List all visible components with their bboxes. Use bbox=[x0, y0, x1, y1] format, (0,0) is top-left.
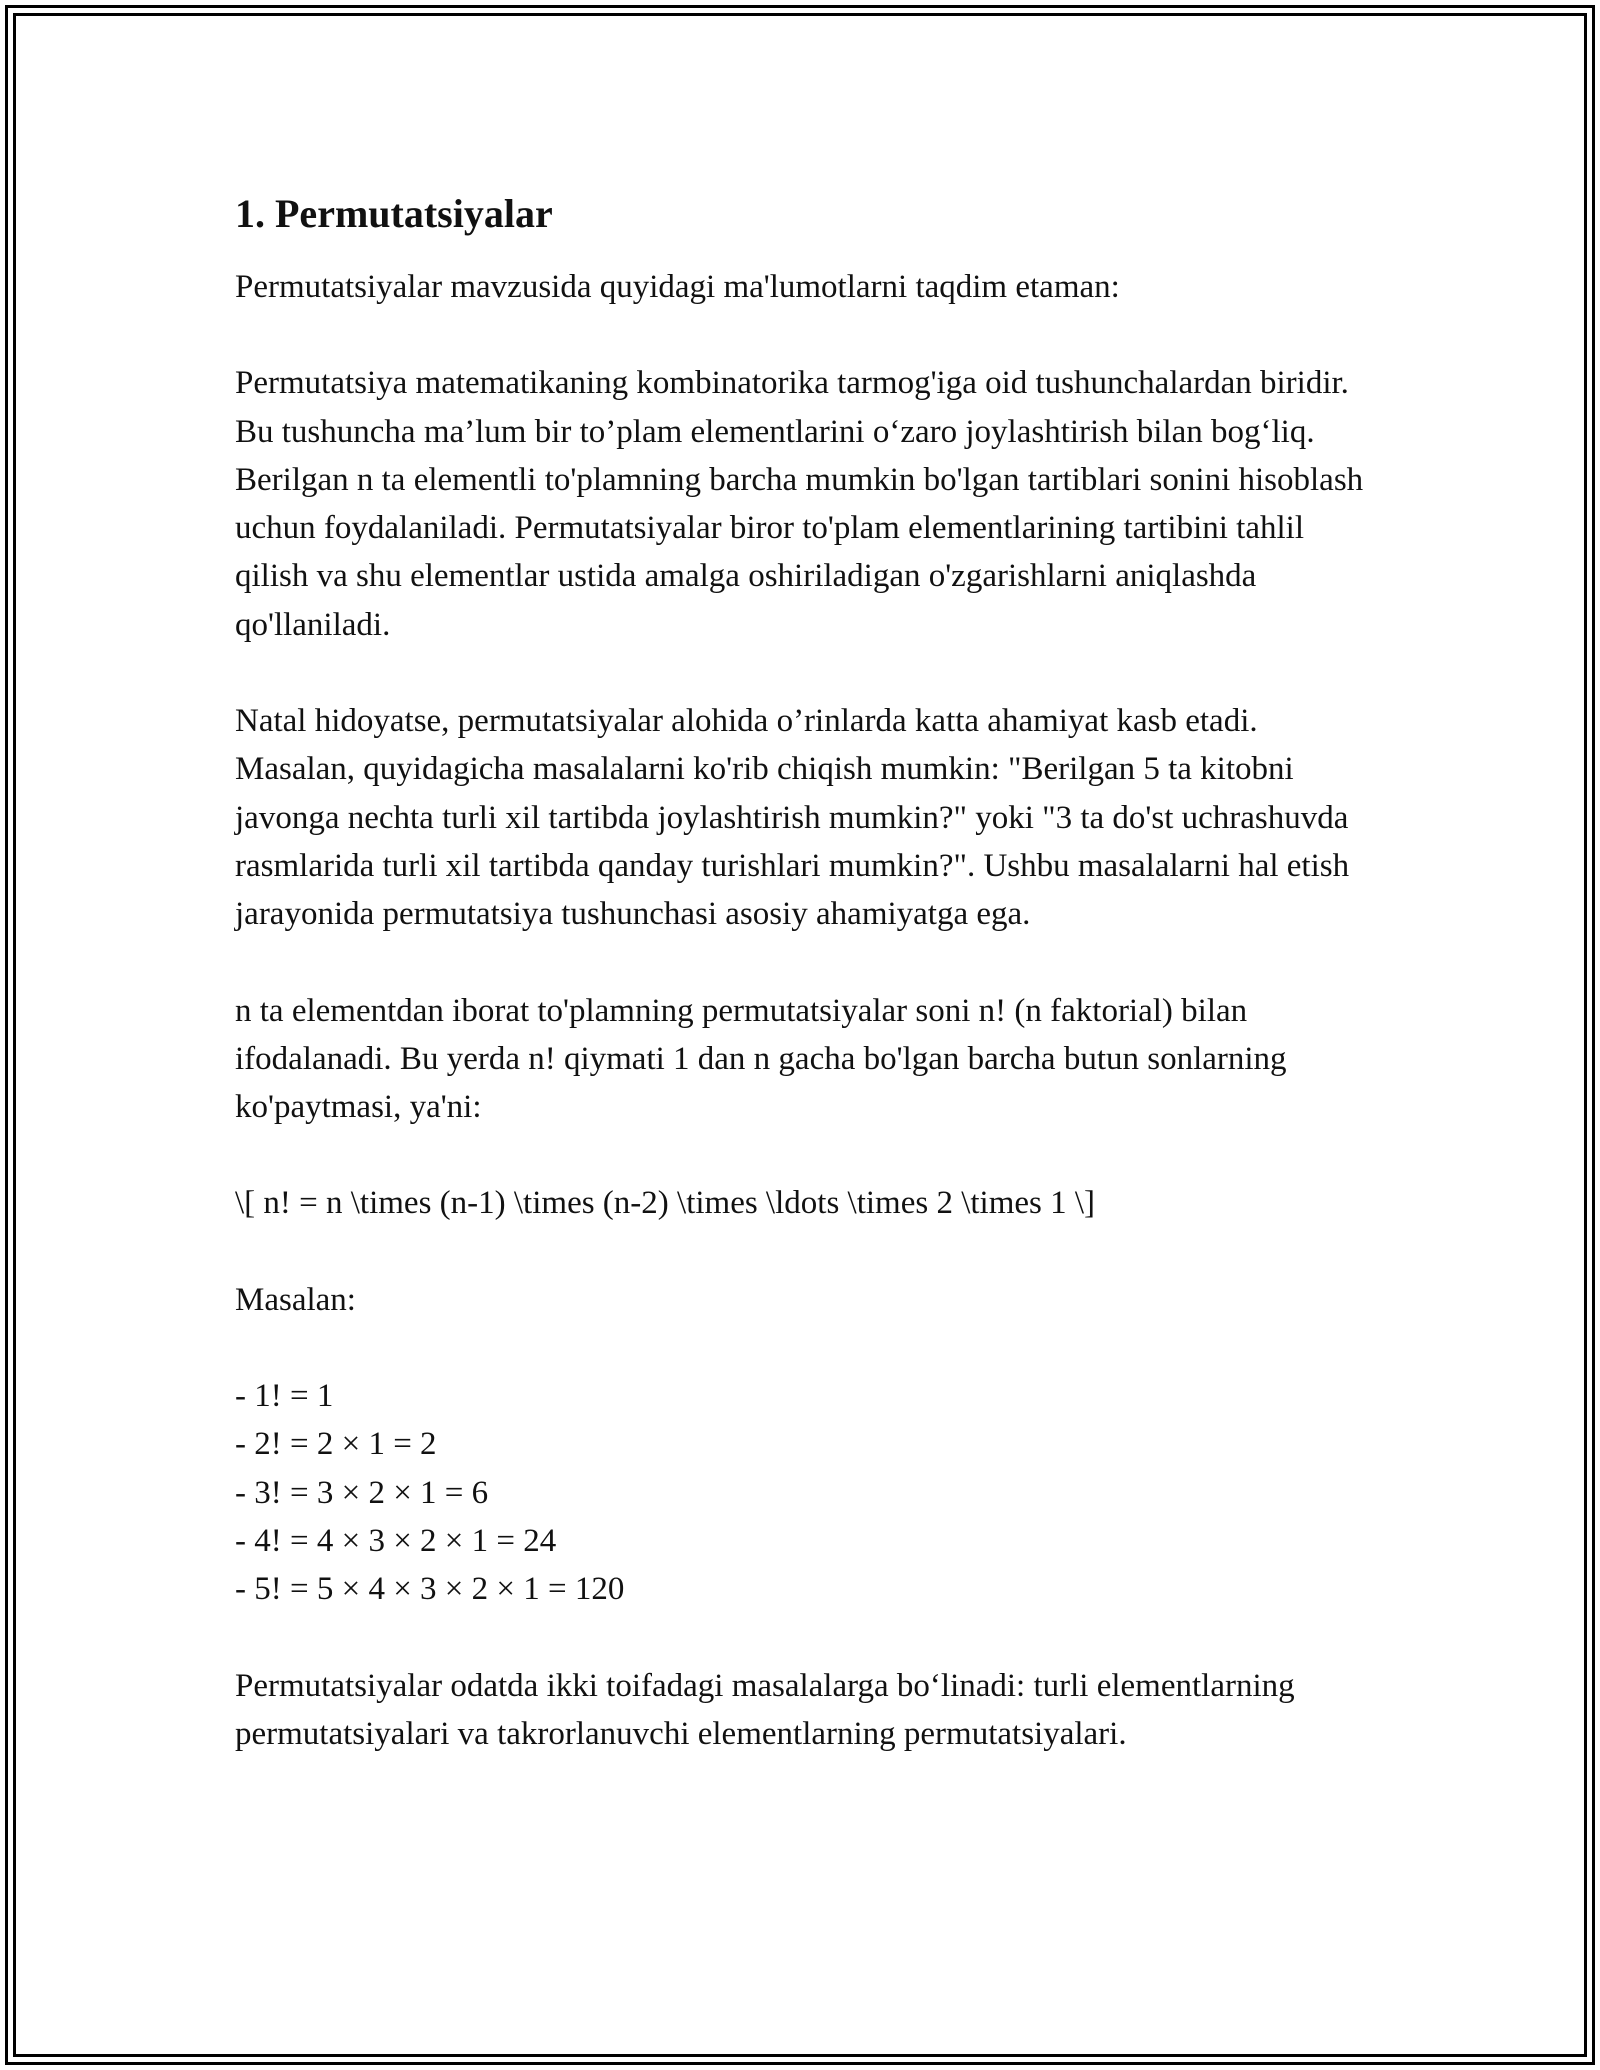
definition-paragraph: Permutatsiya matematikaning kombinatorika tarmog'iga oid tushunchalardan biridir. Bu tushuncha ma’lum bir to’plam elementlarini o‘zaro joylashtirish bilan bog‘liq. Berilgan n ta elementli to'plamning barcha mumkin bo'lgan tartiblari sonini hisoblash uchun foydalaniladi. Permutatsiyalar biror to'plam elementlarining tartibini tahlil qilish va shu elementlar ustida amalga oshiriladigan o'zgarishlarni aniqlashda qo'llaniladi. bbox=[235, 365, 1364, 643]
example-item: - 1! = 1 bbox=[235, 1378, 334, 1415]
factorial-formula: \[ n! = n \times (n-1) \times (n-2) \times \ldots \times 2 \times 1 \] bbox=[235, 1185, 1096, 1222]
factorial-paragraph: n ta elementdan iborat to'plamning permutatsiyalar soni n! (n faktorial) bilan ifodalanadi. Bu yerda n! qiymati 1 dan n gacha bo'lgan barcha butun sonlarning ko'paytmasi, ya'ni: bbox=[235, 992, 1287, 1126]
examples-list bbox=[235, 1372, 1375, 1613]
importance-paragraph: Natal hidoyatse, permutatsiyalar alohida o’rinlarda katta ahamiyat kasb etadi. Masalan, quyidagicha masalalarni ko'rib chiqish mumkin: "Berilgan 5 ta kitobni javonga nechta turli xil tartibda joylashtirish mumkin?" yoki "3 ta do'st uchrashuvda rasmlarida turli xil tartibda qanday turishlari mumkin?". Ushbu masalalarni hal etish jarayonida permutatsiya tushunchasi asosiy ahamiyatga ega. bbox=[235, 703, 1350, 933]
closing-paragraph: Permutatsiyalar odatda ikki toifadagi masalalarga bo‘linadi: turli elementlarning permutatsiyalari va takrorlanuvchi elementlarning permutatsiyalari. bbox=[235, 1667, 1295, 1752]
intro-paragraph: Permutatsiyalar mavzusida quyidagi ma'lumotlarni taqdim etaman: bbox=[235, 269, 1120, 305]
example-item: - 2! = 2 × 1 = 2 bbox=[235, 1426, 437, 1463]
examples-label: Masalan: bbox=[235, 1281, 356, 1318]
example-item: - 4! = 4 × 3 × 2 × 1 = 24 bbox=[235, 1522, 557, 1559]
section-heading: 1. Permutatsiyalar bbox=[235, 191, 553, 236]
document-body bbox=[235, 185, 1375, 1806]
example-item: - 3! = 3 × 2 × 1 = 6 bbox=[235, 1474, 489, 1511]
example-item: - 5! = 5 × 4 × 3 × 2 × 1 = 120 bbox=[235, 1571, 625, 1608]
